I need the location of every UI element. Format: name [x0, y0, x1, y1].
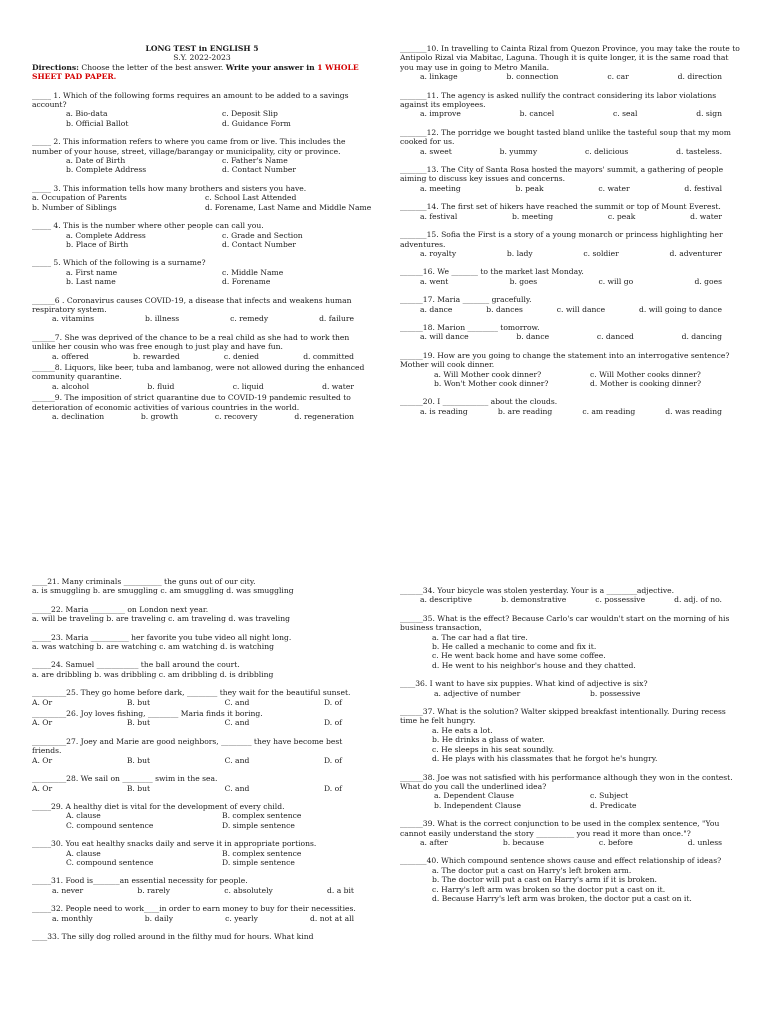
column-bottom-left: [32, 577, 372, 941]
answer-option: D. of: [323, 783, 342, 793]
answer-option: a. festival: [420, 211, 458, 221]
question-stem: ____33. The silly dog rolled around in the filthy mud for hours. What kind: [32, 931, 314, 941]
answer-option: a. never: [52, 885, 84, 895]
question-item: [32, 363, 372, 391]
answer-options: [32, 314, 372, 323]
question-item: [32, 605, 372, 624]
answer-options: [400, 277, 740, 286]
answer-option: C. and: [224, 755, 250, 765]
question-stem: ______6 . Coronavirus causes COVID-19, a disease that infects and weakens human respiratory system.: [32, 295, 352, 314]
question-stem: _____ 1. Which of the following forms requires an amount to be added to a savings account?: [32, 90, 349, 110]
answer-options: [400, 866, 740, 904]
answer-option: d. goes: [694, 276, 722, 286]
answer-option: d. Mother is cooking dinner?: [590, 378, 702, 388]
question-stem: ______20. I ____________ about the clouds.: [400, 397, 558, 407]
test-title: LONG TEST in ENGLISH 5: [145, 44, 259, 53]
answer-option: c. seal: [612, 109, 638, 119]
answer-option: c. soldier: [583, 248, 619, 258]
answer-option: d. dancing: [681, 332, 722, 342]
question-item: [32, 91, 372, 129]
answer-option: b. daily: [144, 913, 174, 923]
column-top-left: [32, 44, 372, 421]
answer-option: b. Place of Birth: [66, 239, 129, 249]
answer-option: a. are dribbling b. was dribbling c. am dribbling d. is dribbling: [32, 669, 274, 679]
answer-options: [400, 407, 740, 416]
answer-option: A. clause: [66, 848, 101, 858]
answer-options: [400, 72, 740, 81]
answer-options: [32, 412, 372, 421]
answer-option: a. Complete Address: [66, 230, 146, 240]
answer-option: a. after: [420, 837, 448, 847]
answer-option: d. Contact Number: [222, 239, 296, 249]
answer-option: B. complex sentence: [222, 848, 302, 858]
answer-option: d. not at all: [310, 913, 354, 923]
question-item: [32, 296, 372, 324]
answer-option: a. vitamins: [52, 314, 95, 324]
answer-option: d. Because Harry's left arm was broken, the doctor put a cast on it.: [432, 893, 692, 903]
question-list: [32, 91, 372, 422]
question-item: [400, 230, 740, 258]
question-item: [400, 819, 740, 847]
question-item: [400, 773, 740, 811]
question-item: [400, 856, 740, 903]
answer-option: a. offered: [52, 351, 89, 361]
answer-options: [400, 147, 740, 156]
question-item: [32, 184, 372, 212]
question-item: [32, 904, 372, 923]
answer-options: [32, 784, 372, 793]
answer-option: c. yearly: [225, 913, 258, 923]
answer-option: b. Complete Address: [66, 165, 147, 175]
answer-option: a. declination: [52, 412, 105, 421]
answer-option: b. He drinks a glass of water.: [432, 735, 545, 745]
answer-option: d. festival: [684, 183, 722, 193]
question-stem: ______8. Liquors, like beer, tuba and lambanog, were not allowed during the enhanced community quarantine.: [32, 362, 365, 382]
question-stem: ______39. What is the correct conjunction to be used in the complex sentence, "You cannot easily understand the story __________ you read it more than once."?: [400, 819, 720, 838]
directions-text: Choose the letter of the best answer.: [78, 62, 226, 72]
answer-option: C. compound sentence: [66, 820, 154, 830]
answer-options: [400, 184, 740, 193]
answer-option: a. went: [420, 276, 449, 286]
question-item: [400, 202, 740, 221]
answer-option: d. Contact Number: [222, 165, 296, 175]
answer-option: a. Date of Birth: [66, 156, 126, 166]
answer-option: b. possessive: [590, 688, 641, 698]
answer-option: c. Subject: [590, 791, 629, 801]
question-stem: ______18. Marion ________ tomorrow.: [400, 322, 540, 332]
answer-option: D. of: [323, 718, 342, 728]
answer-options: [32, 849, 372, 868]
answer-option: b. The doctor will put a cast on Harry's arm if it is broken.: [432, 875, 657, 885]
answer-option: c. absolutely: [224, 885, 273, 895]
question-list: [400, 44, 740, 416]
question-item: [32, 709, 372, 728]
answer-option: c. Middle Name: [222, 267, 284, 277]
answer-options: [32, 231, 372, 250]
answer-option: D. simple sentence: [222, 857, 295, 867]
answer-option: c. possessive: [595, 595, 646, 605]
answer-option: b. rarely: [137, 885, 171, 895]
answer-option: c. He went back home and have some coffee.: [432, 651, 606, 661]
answer-options: [32, 156, 372, 175]
answer-options: [32, 268, 372, 287]
answer-option: b. growth: [140, 412, 179, 421]
directions-red: 1 WHOLE SHEET PAD PAPER.: [32, 62, 359, 82]
question-item: [32, 802, 372, 830]
answer-option: a. The car had a flat tire.: [432, 632, 528, 642]
question-item: [32, 333, 372, 361]
question-stem: ____36. I want to have six puppies. What kind of adjective is six?: [400, 679, 648, 689]
answer-option: b. meeting: [512, 211, 554, 221]
question-stem: _______14. The first set of hikers have reached the summit or top of Mount Everest.: [400, 202, 721, 212]
question-stem: ______19. How are you going to change the statement into an interrogative sentence? Mother will cook dinner.: [400, 350, 730, 370]
answer-option: b. yummy: [499, 146, 538, 156]
answer-option: d. will going to dance: [639, 304, 722, 314]
answer-option: b. He called a mechanic to come and fix it.: [432, 642, 597, 652]
answer-option: c. car: [607, 72, 629, 82]
answer-option: d. sign: [696, 109, 722, 119]
answer-option: c. He sleeps in his seat soundly.: [432, 744, 555, 754]
answer-option: b. Last name: [66, 277, 116, 287]
answer-option: a. will be traveling b. are traveling c. am traveling d. was traveling: [32, 614, 290, 624]
answer-option: b. Official Ballot: [66, 118, 129, 128]
answer-option: d. regeneration: [294, 412, 354, 421]
question-item: [400, 165, 740, 193]
answer-option: d. Guidance Form: [222, 118, 291, 128]
question-stem: ______37. What is the solution? Walter skipped breakfast intentionally. During recess time he felt hungry.: [400, 707, 726, 726]
answer-option: A. Or: [32, 697, 53, 707]
question-stem: _______11. The agency is asked nullify the contract considering its labor violations against its employees.: [400, 90, 717, 110]
answer-option: a. will dance: [420, 332, 469, 342]
answer-option: b. dances: [486, 304, 523, 314]
answer-options: [400, 595, 740, 604]
column-top-right: [400, 44, 740, 416]
answer-option: a. First name: [66, 267, 118, 277]
answer-option: b. Won't Mother cook dinner?: [434, 378, 549, 388]
answer-option: d. water: [322, 381, 354, 391]
answer-option: d. tasteless.: [676, 146, 722, 156]
answer-option: a. linkage: [420, 72, 458, 82]
answer-option: d. direction: [677, 72, 722, 82]
question-list: [400, 586, 740, 903]
answer-option: c. recovery: [214, 412, 258, 421]
answer-option: c. remedy: [230, 314, 269, 324]
answer-option: B. complex sentence: [222, 811, 302, 821]
answer-option: a. Dependent Clause: [434, 791, 514, 801]
answer-option: C. compound sentence: [66, 857, 154, 867]
answer-options: [32, 811, 372, 830]
answer-options: [32, 352, 372, 361]
answer-option: c. will dance: [556, 304, 606, 314]
answer-option: b. Number of Siblings: [32, 202, 117, 212]
question-stem: _____ 2. This information refers to where you came from or live. This includes the number of your house, street, village/barangay or municipality, city or province.: [32, 137, 346, 156]
question-item: [32, 774, 372, 793]
question-item: [400, 614, 740, 670]
answer-options: [32, 382, 372, 391]
question-stem: _____ 3. This information tells how many brothers and sisters you have.: [32, 183, 307, 193]
answer-options: [400, 726, 740, 764]
question-item: [32, 258, 372, 286]
answer-option: A. Or: [32, 755, 53, 765]
question-stem: ______9. The imposition of strict quarantine due to COVID-19 pandemic resulted to deterioration of economic activities of various countries in the world.: [32, 393, 351, 412]
answer-options: [32, 698, 372, 707]
answer-option: a. dance: [420, 304, 453, 314]
question-stem: _______13. The City of Santa Rosa hosted the mayors' summit, a gathering of people aiming to discuss key issues and concerns.: [400, 165, 724, 184]
answer-option: b. Independent Clause: [434, 800, 521, 810]
question-stem: _____29. A healthy diet is vital for the development of every child.: [32, 801, 285, 811]
answer-option: a. alcohol: [52, 381, 90, 391]
question-item: [32, 688, 372, 707]
question-stem: _____30. You eat healthy snacks daily and serve it in appropriate portions.: [32, 839, 317, 849]
question-item: [400, 323, 740, 342]
answer-option: b. rewarded: [133, 351, 180, 361]
question-item: [32, 839, 372, 867]
answer-options: [400, 838, 740, 847]
question-item: [32, 932, 372, 941]
answer-options: [32, 670, 372, 679]
question-item: [32, 393, 372, 421]
answer-options: [400, 791, 740, 810]
question-stem: _____32. People need to work____in order to earn money to buy for their necessities.: [32, 904, 356, 914]
answer-option: c. water: [598, 183, 630, 193]
answer-options: [32, 756, 372, 765]
answer-option: B. but: [126, 697, 151, 707]
answer-option: a. adjective of number: [434, 688, 521, 698]
question-stem: _____22. Maria _________ on London next year.: [32, 604, 209, 614]
answer-option: d. unless: [687, 837, 722, 847]
directions-bold: Write your answer in: [225, 62, 318, 72]
answer-option: c. delicious: [584, 146, 629, 156]
question-list: [32, 577, 372, 941]
answer-option: a. The doctor put a cast on Harry's left broken arm.: [432, 865, 632, 875]
question-stem: _________25. They go home before dark, ________ they wait for the beautiful sunset.: [32, 688, 351, 698]
answer-options: [400, 249, 740, 258]
question-stem: _______15. Sofia the First is a story of a young monarch or princess highlighting her adventures.: [400, 230, 723, 249]
question-item: [32, 737, 372, 765]
answer-option: c. Father's Name: [222, 156, 288, 166]
answer-options: [32, 886, 372, 895]
answer-option: a. meeting: [420, 183, 461, 193]
answer-option: c. Deposit Slip: [222, 109, 278, 119]
answer-option: b. fluid: [147, 381, 175, 391]
question-stem: _____ 5. Which of the following is a surname?: [32, 258, 206, 268]
answer-options: [32, 914, 372, 923]
answer-option: D. of: [323, 755, 342, 765]
answer-option: B. but: [126, 755, 151, 765]
answer-option: a. monthly: [52, 913, 93, 923]
answer-option: d. water: [690, 211, 722, 221]
question-item: [32, 660, 372, 679]
answer-option: c. liquid: [232, 381, 264, 391]
question-item: [400, 91, 740, 119]
answer-options: [32, 614, 372, 623]
answer-option: c. danced: [596, 332, 634, 342]
answer-options: [32, 586, 372, 595]
directions-label: Directions:: [32, 62, 79, 72]
answer-option: d. Forename: [222, 277, 271, 287]
answer-option: A. clause: [66, 811, 101, 821]
answer-option: A. Or: [32, 718, 53, 728]
answer-option: b. connection: [506, 72, 559, 82]
answer-option: a. He eats a lot.: [432, 725, 493, 735]
question-stem: ______34. Your bicycle was stolen yesterday. Your is a ________adjective.: [400, 586, 675, 595]
answer-option: c. denied: [223, 351, 259, 361]
question-stem: _____31. Food is_______an essential necessity for people.: [32, 876, 248, 886]
answer-option: c. before: [598, 837, 633, 847]
answer-option: d. He went to his neighbor's house and they chatted.: [432, 660, 636, 670]
question-item: [400, 128, 740, 156]
answer-option: B. but: [126, 783, 151, 793]
answer-option: a. was watching b. are watching c. am watching d. is watching: [32, 642, 274, 652]
question-stem: _______40. Which compound sentence shows cause and effect relationship of ideas?: [400, 856, 722, 866]
answer-option: c. will go: [598, 276, 634, 286]
answer-option: c. Harry's left arm was broken so the doctor put a cast on it.: [432, 884, 666, 894]
answer-option: d. He plays with his classmates that he forgot he's hungry.: [432, 754, 658, 764]
question-item: [400, 351, 740, 389]
answer-option: a. is smuggling b. are smuggling c. am smuggling d. was smuggling: [32, 586, 294, 596]
answer-option: a. sweet: [420, 146, 452, 156]
answer-option: b. peak: [515, 183, 544, 193]
directions: [32, 63, 372, 82]
question-stem: ______35. What is the effect? Because Carlo's car wouldn't start on the morning of his business transaction,: [400, 613, 730, 633]
answer-option: b. because: [502, 837, 544, 847]
answer-option: D. of: [323, 697, 342, 707]
answer-options: [32, 109, 372, 128]
answer-option: d. adj. of no.: [674, 595, 722, 605]
answer-options: [400, 370, 740, 389]
answer-options: [32, 718, 372, 727]
answer-option: c. peak: [607, 211, 636, 221]
question-item: [400, 267, 740, 286]
answer-options: [400, 305, 740, 314]
answer-option: B. but: [126, 718, 151, 728]
answer-option: a. descriptive: [420, 595, 473, 605]
question-stem: _____24. Samuel ___________ the ball around the court.: [32, 660, 240, 670]
question-stem: ____21. Many criminals __________ the guns out of our city.: [32, 577, 256, 586]
question-stem: _______12. The porridge we bought tasted bland unlike the tasteful soup that my mom cooked for us.: [400, 127, 731, 147]
question-stem: _______10. In travelling to Cainta Rizal from Quezon Province, you may take the route to Antipolo Rizal via Mabitac, Laguna. Though it is quite longer, it is the same road that you may use in going to Metro Manila.: [400, 44, 740, 72]
answer-options: [400, 689, 740, 698]
question-stem: _________26. Joy loves fishing, ________ Maria finds it boring.: [32, 709, 263, 719]
answer-option: d. was reading: [665, 406, 722, 416]
column-bottom-right: [400, 586, 740, 903]
question-item: [400, 397, 740, 416]
question-item: [32, 137, 372, 175]
answer-option: c. Grade and Section: [222, 230, 303, 240]
question-item: [400, 295, 740, 314]
answer-option: b. illness: [145, 314, 180, 324]
answer-option: C. and: [224, 697, 250, 707]
question-item: [400, 679, 740, 698]
answer-option: d. Forename, Last Name and Middle Name: [205, 202, 372, 212]
answer-options: [400, 633, 740, 671]
answer-option: d. Predicate: [590, 800, 637, 810]
answer-option: d. a bit: [327, 885, 354, 895]
school-year: S.Y. 2022-2023: [173, 53, 231, 63]
answer-options: [32, 193, 372, 212]
answer-option: a. is reading: [420, 406, 468, 416]
answer-option: b. dance: [516, 332, 550, 342]
answer-option: c. am reading: [582, 406, 636, 416]
answer-option: C. and: [224, 783, 250, 793]
answer-option: b. are reading: [497, 406, 553, 416]
answer-option: a. improve: [420, 109, 461, 119]
answer-option: b. cancel: [519, 109, 555, 119]
question-stem: _________28. We sail on ________ swim in the sea.: [32, 774, 218, 784]
question-stem: _____23. Maria __________ her favorite you tube video all night long.: [32, 632, 292, 642]
question-stem: ______17. Maria _______ gracefully.: [400, 295, 532, 305]
answer-option: d. failure: [319, 314, 354, 324]
answer-option: c. School Last Attended: [205, 193, 297, 203]
question-item: [32, 633, 372, 652]
answer-option: c. Will Mother cooks dinner?: [590, 369, 701, 379]
answer-option: d. committed: [303, 351, 354, 361]
question-item: [32, 876, 372, 895]
answer-option: b. lady: [506, 248, 533, 258]
question-item: [400, 44, 740, 82]
answer-option: a. Will Mother cook dinner?: [434, 369, 542, 379]
answer-option: a. royalty: [420, 248, 457, 258]
question-item: [400, 586, 740, 605]
answer-options: [32, 642, 372, 651]
answer-options: [400, 109, 740, 118]
answer-option: A. Or: [32, 783, 53, 793]
question-item: [32, 577, 372, 596]
answer-option: a. Bio-data: [66, 109, 108, 119]
question-item: [32, 221, 372, 249]
answer-options: [400, 332, 740, 341]
answer-option: d. adventurer: [669, 248, 722, 258]
question-stem: ______38. Joe was not satisfied with his performance although they won in the contest. What do you call the underlined idea?: [400, 772, 733, 791]
answer-option: a. Occupation of Parents: [32, 193, 127, 203]
answer-option: b. goes: [509, 276, 538, 286]
question-stem: ______16. We _______ to the market last Monday.: [400, 267, 584, 277]
answer-option: b. demonstrative: [501, 595, 567, 605]
answer-option: C. and: [224, 718, 250, 728]
question-stem: ______7. She was deprived of the chance to be a real child as she had to work then unlike her cousin who was free enough to just play and have fun.: [32, 332, 350, 352]
answer-options: [400, 212, 740, 221]
question-stem: _________27. Joey and Marie are good neighbors, ________ they have become best friends.: [32, 736, 343, 756]
answer-option: D. simple sentence: [222, 820, 295, 830]
question-item: [400, 707, 740, 763]
question-stem: _____ 4. This is the number where other people can call you.: [32, 221, 264, 231]
